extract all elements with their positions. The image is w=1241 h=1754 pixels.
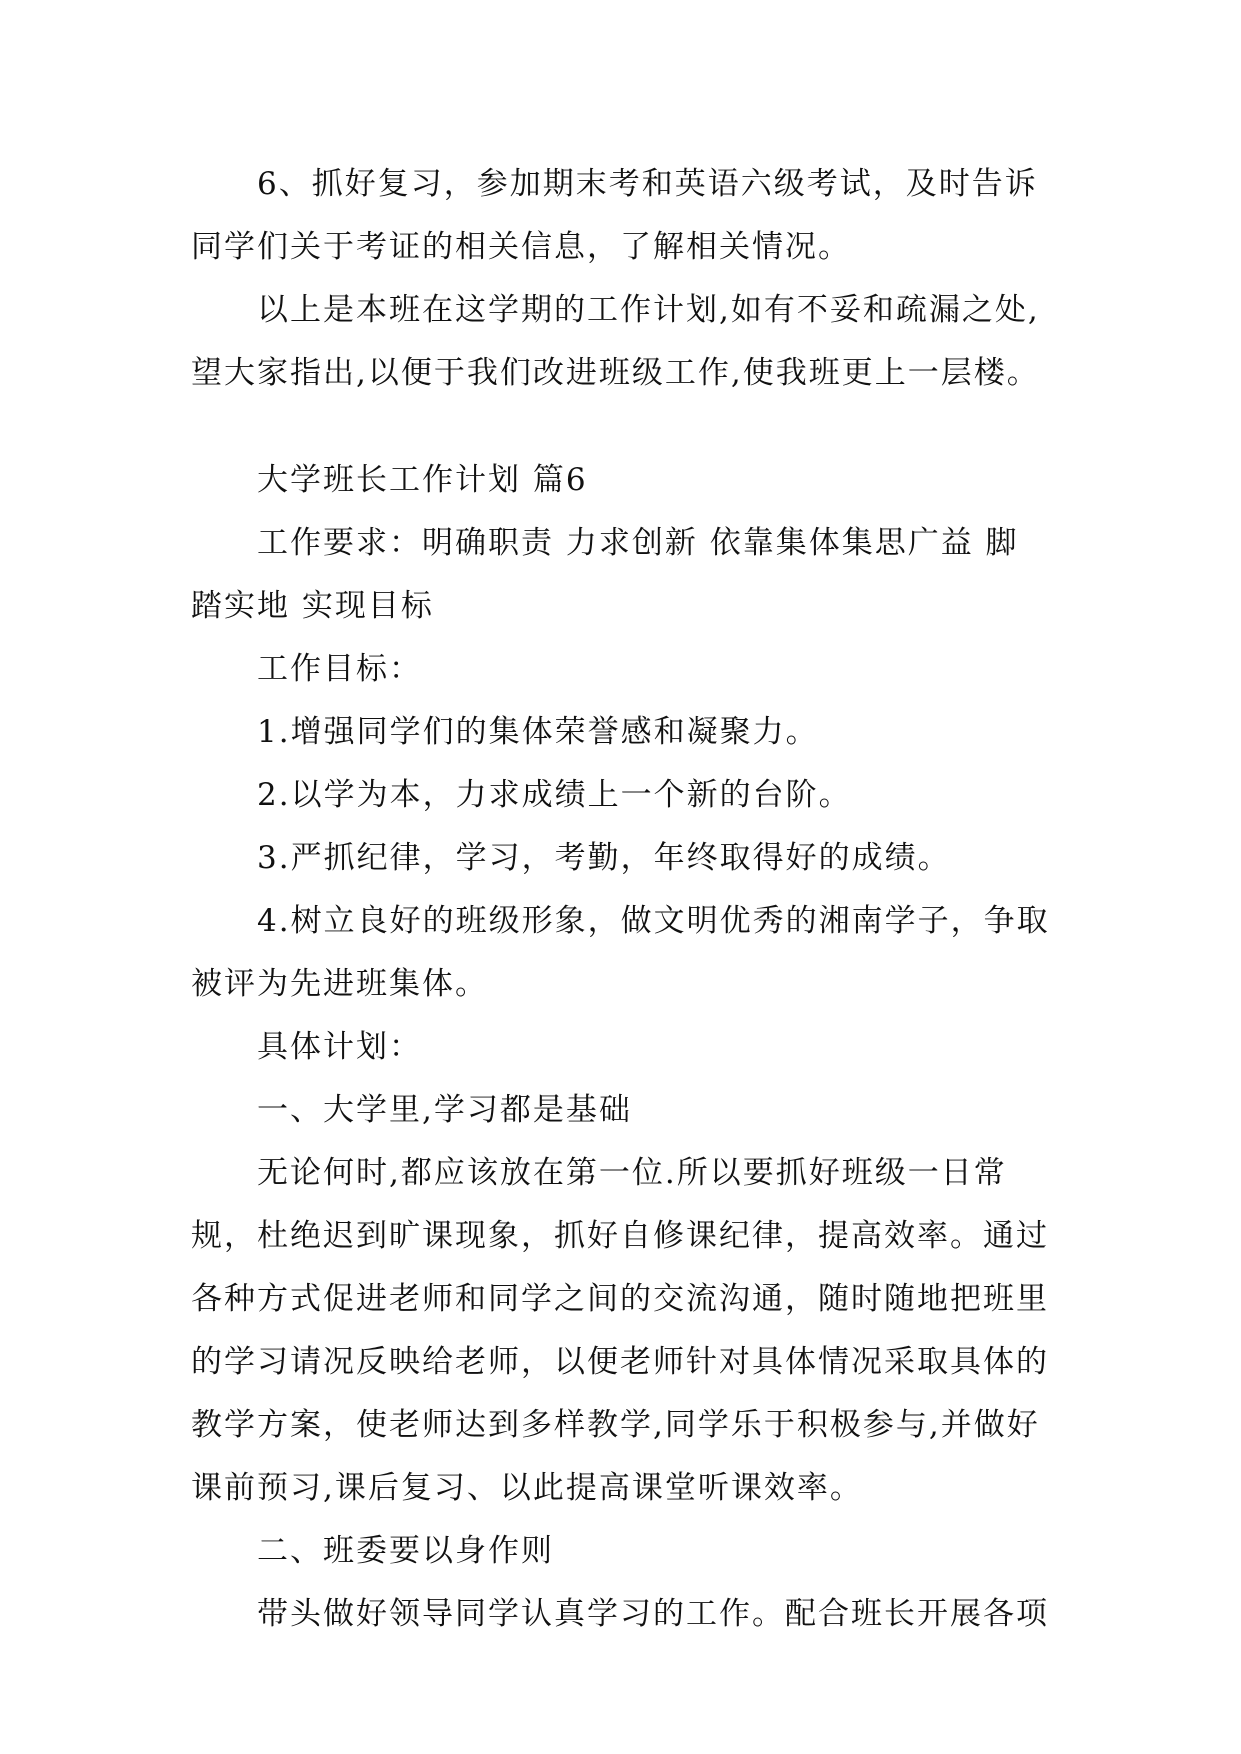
list-item: 3.严抓纪律，学习，考勤，年终取得好的成绩。 xyxy=(257,840,951,876)
paragraph-line: 工作要求：明确职责 力求创新 依靠集体集思广益 脚 xyxy=(257,525,1019,561)
list-item: 1.增强同学们的集体荣誉感和凝聚力。 xyxy=(257,714,819,750)
paragraph-line: 教学方案，使老师达到多样教学,同学乐于积极参与,并做好 xyxy=(191,1407,1040,1443)
paragraph-line: 带头做好领导同学认真学习的工作。配合班长开展各项 xyxy=(257,1596,1049,1632)
paragraph-line: 同学们关于考证的相关信息，了解相关情况。 xyxy=(191,229,851,265)
paragraph-line: 规，杜绝迟到旷课现象，抓好自修课纪律，提高效率。通过 xyxy=(191,1218,1049,1254)
list-item: 2.以学为本，力求成绩上一个新的台阶。 xyxy=(257,777,852,813)
paragraph-line: 6、抓好复习，参加期末考和英语六级考试，及时告诉 xyxy=(257,166,1038,202)
paragraph-line: 的学习请况反映给老师，以便老师针对具体情况采取具体的 xyxy=(191,1344,1049,1380)
subsection-heading: 二、班委要以身作则 xyxy=(257,1533,554,1569)
list-item: 4.树立良好的班级形象，做文明优秀的湘南学子，争取 xyxy=(257,903,1050,939)
paragraph-line: 具体计划： xyxy=(257,1029,422,1065)
list-item: 被评为先进班集体。 xyxy=(191,966,488,1002)
subsection-heading: 一、大学里,学习都是基础 xyxy=(257,1092,632,1128)
paragraph-line: 无论何时,都应该放在第一位.所以要抓好班级一日常 xyxy=(257,1155,1007,1191)
paragraph-line: 各种方式促进老师和同学之间的交流沟通，随时随地把班里 xyxy=(191,1281,1049,1317)
section-heading: 大学班长工作计划 篇6 xyxy=(257,462,588,498)
paragraph-line: 踏实地 实现目标 xyxy=(191,588,434,624)
paragraph-line: 望大家指出,以便于我们改进班级工作,使我班更上一层楼。 xyxy=(191,355,1040,391)
paragraph-line: 工作目标： xyxy=(257,651,422,687)
paragraph-line: 课前预习,课后复习、以此提高课堂听课效率。 xyxy=(191,1470,863,1506)
paragraph-line: 以上是本班在这学期的工作计划,如有不妥和疏漏之处, xyxy=(257,292,1040,328)
